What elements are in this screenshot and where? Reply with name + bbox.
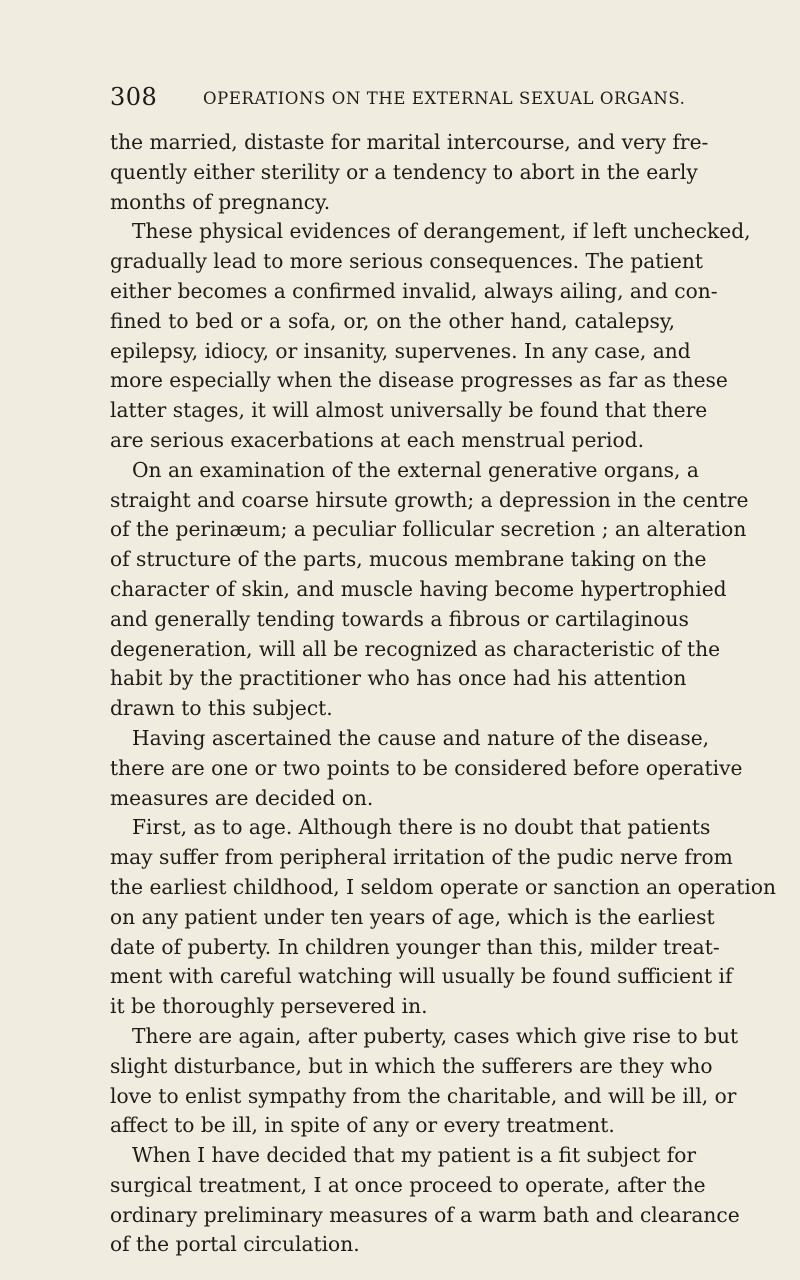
text-line: there are one or two points to be considered before operative: [110, 755, 743, 780]
text-line: the married, distaste for marital intercourse, and very fre-: [110, 130, 709, 154]
text-line: drawn to this subject.: [110, 696, 333, 721]
text-line: months of pregnancy.: [110, 189, 331, 214]
text-line: love to enlist sympathy from the charitable, and will be ill, or: [110, 1083, 737, 1108]
text-line: slight disturbance, but in which the sufferers are they who: [110, 1053, 713, 1078]
text-line: surgical treatment, I at once proceed to operate, after the: [110, 1172, 706, 1197]
text-line: it be thoroughly persevered in.: [110, 994, 428, 1019]
paragraph-first-line: Having ascertained the cause and nature of the disease,: [132, 725, 710, 750]
text-line: of structure of the parts, mucous membrane taking on the: [110, 547, 707, 572]
text-line: quently either sterility or a tendency to abort in the early: [110, 159, 698, 184]
paragraph-first-line: On an examination of the external generative organs, a: [132, 457, 699, 482]
text-line: are serious exacerbations at each menstrual period.: [110, 427, 644, 452]
text-line: affect to be ill, in spite of any or every treatment.: [110, 1113, 615, 1138]
text-line: character of skin, and muscle having become hypertrophied: [110, 576, 727, 601]
text-line: of the perinæum; a peculiar follicular secretion ; an alteration: [110, 517, 747, 542]
text-line: and generally tending towards a fibrous or cartilaginous: [110, 606, 689, 631]
paragraph-first-line: These physical evidences of derangement, if left unchecked,: [132, 219, 751, 244]
text-line: habit by the practitioner who has once had his attention: [110, 666, 687, 691]
paragraph-first-line: First, as to age. Although there is no doubt that patients: [132, 815, 711, 840]
paragraph-first-line: When I have decided that my patient is a fit subject for: [132, 1143, 697, 1168]
page-header: [110, 83, 686, 111]
text-line: date of puberty. In children younger than this, milder treat-: [110, 934, 720, 959]
text-line: may suffer from peripheral irritation of the pudic nerve from: [110, 845, 733, 870]
body-text: [110, 128, 777, 1260]
text-line: gradually lead to more serious consequences. The patient: [110, 249, 703, 274]
text-line: on any patient under ten years of age, which is the earliest: [110, 904, 715, 929]
text-line: straight and coarse hirsute growth; a depression in the centre: [110, 487, 749, 512]
text-line: measures are decided on.: [110, 785, 374, 810]
text-line: the earliest childhood, I seldom operate or sanction an operation: [110, 874, 777, 899]
text-line: fined to bed or a sofa, or, on the other hand, catalepsy,: [110, 308, 675, 333]
page-number: 308: [110, 83, 158, 111]
text-line: degeneration, will all be recognized as characteristic of the: [110, 636, 721, 661]
text-line: latter stages, it will almost universally be found that there: [110, 398, 708, 423]
text-line: more especially when the disease progresses as far as these: [110, 368, 728, 393]
text-line: epilepsy, idiocy, or insanity, supervenes. In any case, and: [110, 338, 691, 363]
text-line: either becomes a confirmed invalid, always ailing, and con-: [110, 278, 718, 303]
text-line: ment with careful watching will usually be found sufficient if: [110, 964, 733, 989]
text-line: of the portal circulation.: [110, 1232, 360, 1257]
running-head: OPERATIONS ON THE EXTERNAL SEXUAL ORGANS.: [203, 89, 686, 108]
paragraph-first-line: There are again, after puberty, cases which give rise to but: [132, 1023, 739, 1048]
text-line: ordinary preliminary measures of a warm bath and clearance: [110, 1202, 740, 1227]
